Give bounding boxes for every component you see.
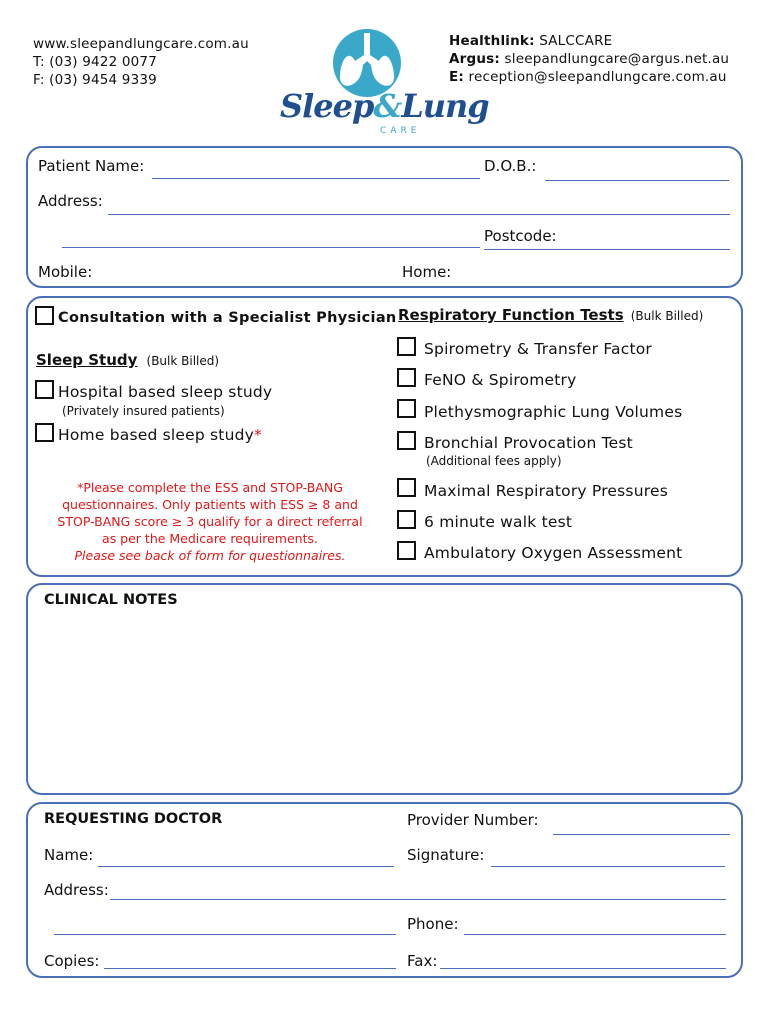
bronchial-note: (Additional fees apply): [426, 454, 562, 468]
note-line-italic: Please see back of form for questionnaires.: [74, 548, 346, 563]
rft-checkbox-3[interactable]: [397, 399, 416, 418]
rft-item-5: Maximal Respiratory Pressures: [424, 482, 668, 500]
contact-right: [449, 32, 729, 86]
address-label: Address:: [38, 192, 103, 210]
fax-label: Fax:: [407, 952, 438, 970]
rft-checkbox-5[interactable]: [397, 478, 416, 497]
patient-name-label: Patient Name:: [38, 157, 145, 175]
hospital-study-checkbox[interactable]: [35, 380, 54, 399]
healthlink-label: Healthlink:: [449, 33, 535, 49]
note-line-4: as per the Medicare requirements.: [102, 531, 318, 546]
dob-field[interactable]: [545, 180, 729, 181]
doctor-address-label: Address:: [44, 881, 109, 899]
website-text: www.sleepandlungcare.com.au: [33, 36, 249, 52]
rft-item-2: FeNO & Spirometry: [424, 371, 577, 389]
doctor-title: REQUESTING DOCTOR: [44, 811, 223, 827]
sleep-study-title: Sleep Study: [36, 351, 138, 369]
consultation-label: Consultation with a Specialist Physician: [58, 310, 397, 326]
address-field-1[interactable]: [108, 214, 730, 215]
email-label: E:: [449, 69, 465, 85]
argus-label: Argus:: [449, 51, 501, 67]
home-study-text: Home based sleep study: [58, 426, 255, 444]
rft-checkbox-6[interactable]: [397, 510, 416, 529]
rft-title: Respiratory Function Tests: [398, 306, 624, 324]
logo-text-sleep: Sleep: [280, 87, 374, 125]
clinical-notes-section[interactable]: [26, 583, 743, 795]
signature-label: Signature:: [407, 846, 485, 864]
rft-checkbox-2[interactable]: [397, 368, 416, 387]
home-label: Home:: [402, 263, 452, 281]
home-study-checkbox[interactable]: [35, 423, 54, 442]
rft-item-6: 6 minute walk test: [424, 513, 573, 531]
sleep-study-billing: (Bulk Billed): [146, 354, 220, 368]
hospital-study-note: (Privately insured patients): [62, 404, 225, 418]
rft-heading: [398, 305, 703, 324]
logo-text-lung: Lung: [401, 87, 489, 125]
doctor-address-field-2[interactable]: [54, 934, 396, 935]
consultation-checkbox[interactable]: [35, 306, 54, 325]
clinical-notes-title: CLINICAL NOTES: [44, 592, 178, 608]
fax-field[interactable]: [440, 968, 726, 969]
phone-field[interactable]: [464, 934, 726, 935]
contact-left: [33, 35, 249, 89]
postcode-label: Postcode:: [484, 227, 557, 245]
postcode-field[interactable]: [484, 249, 730, 250]
rft-billing: (Bulk Billed): [630, 309, 704, 323]
copies-field[interactable]: [104, 968, 396, 969]
argus-value: sleepandlungcare@argus.net.au: [504, 51, 730, 67]
rft-item-1: Spirometry & Transfer Factor: [424, 340, 652, 358]
phone-text: T: (03) 9422 0077: [33, 54, 158, 70]
logo-wordmark: [280, 87, 489, 125]
rft-checkbox-7[interactable]: [397, 541, 416, 560]
copies-label: Copies:: [44, 952, 100, 970]
sleep-study-note: [30, 479, 390, 564]
patient-name-field[interactable]: [152, 178, 480, 179]
address-field-2[interactable]: [62, 247, 480, 248]
phone-label: Phone:: [407, 915, 459, 933]
rft-checkbox-1[interactable]: [397, 337, 416, 356]
logo-text-amp: &: [373, 87, 402, 125]
signature-field[interactable]: [491, 866, 725, 867]
note-line-1: *Please complete the ESS and STOP-BANG: [77, 480, 343, 495]
hospital-study-label: Hospital based sleep study: [58, 383, 273, 401]
email-value: reception@sleepandlungcare.com.au: [468, 69, 727, 85]
doctor-name-field[interactable]: [98, 866, 394, 867]
rft-checkbox-4[interactable]: [397, 431, 416, 450]
note-line-3: STOP-BANG score ≥ 3 qualify for a direct referral: [57, 514, 363, 529]
provider-number-field[interactable]: [553, 834, 730, 835]
doctor-name-label: Name:: [44, 846, 94, 864]
logo-text-care: CARE: [380, 126, 421, 136]
doctor-address-field-1[interactable]: [110, 899, 726, 900]
rft-item-7: Ambulatory Oxygen Assessment: [424, 544, 683, 562]
rft-item-4: Bronchial Provocation Test: [424, 434, 633, 452]
rft-item-3: Plethysmographic Lung Volumes: [424, 403, 683, 421]
note-line-2: questionnaires. Only patients with ESS ≥ 8 and: [62, 497, 358, 512]
home-study-asterisk: *: [254, 426, 262, 444]
home-study-label: [58, 426, 262, 444]
healthlink-value: SALCCARE: [539, 33, 613, 49]
fax-text: F: (03) 9454 9339: [33, 72, 157, 88]
provider-number-label: Provider Number:: [407, 811, 539, 829]
dob-label: D.O.B.:: [484, 157, 537, 175]
mobile-label: Mobile:: [38, 263, 93, 281]
sleep-study-heading: [36, 350, 219, 369]
doctor-section: [26, 802, 743, 978]
